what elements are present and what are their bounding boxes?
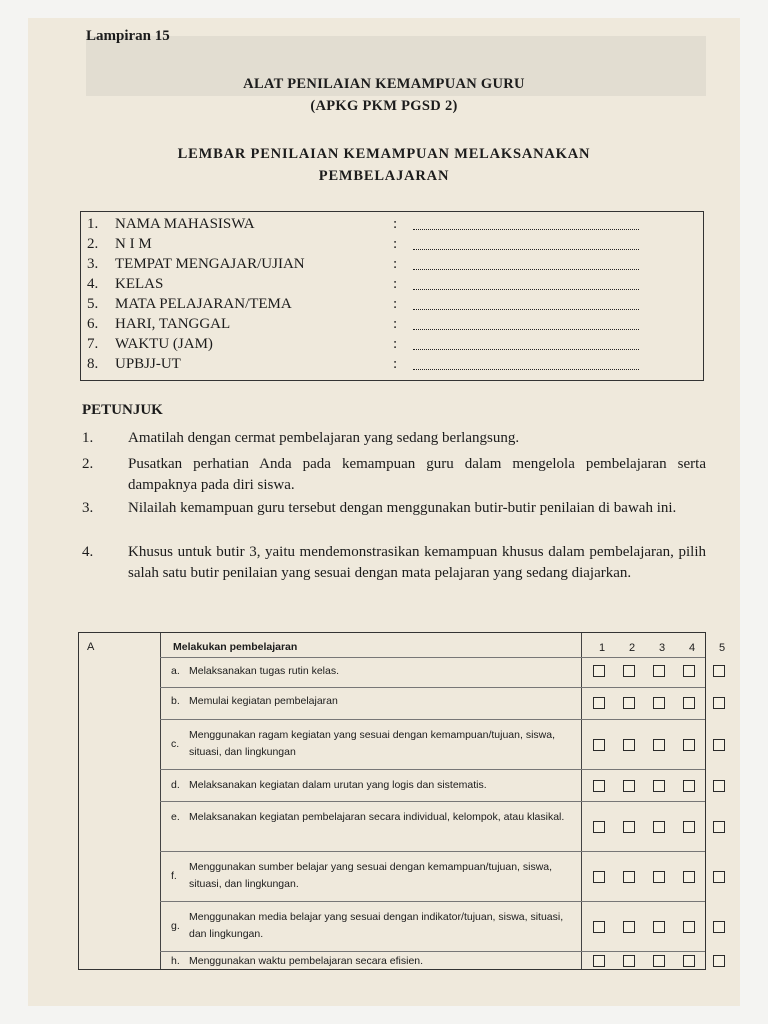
identity-label: N I M bbox=[115, 235, 152, 252]
rating-checkbox[interactable] bbox=[593, 697, 605, 709]
petunjuk-heading: PETUNJUK bbox=[82, 402, 163, 418]
assessment-table bbox=[78, 632, 726, 970]
instruction-item bbox=[82, 454, 706, 496]
identity-label: NAMA MAHASISWA bbox=[115, 215, 255, 232]
title-line-1: ALAT PENILAIAN KEMAMPUAN GURU bbox=[243, 76, 525, 92]
rating-checkbox[interactable] bbox=[623, 739, 635, 751]
rating-checkbox[interactable] bbox=[683, 921, 695, 933]
row-divider bbox=[160, 901, 705, 902]
row-divider bbox=[160, 719, 705, 720]
identity-fill-line[interactable] bbox=[413, 218, 639, 230]
identity-label: TEMPAT MENGAJAR/UJIAN bbox=[115, 255, 305, 272]
rating-checkbox[interactable] bbox=[683, 665, 695, 677]
rating-checkbox[interactable] bbox=[593, 739, 605, 751]
rating-checkbox[interactable] bbox=[593, 921, 605, 933]
assessment-item bbox=[171, 859, 571, 893]
identity-num: 7. bbox=[87, 335, 99, 352]
subtitle-line-2: PEMBELAJARAN bbox=[318, 168, 450, 184]
rating-checkbox[interactable] bbox=[713, 955, 725, 967]
identity-row bbox=[87, 354, 697, 374]
rating-checkbox[interactable] bbox=[593, 665, 605, 677]
item-text: Menggunakan waktu pembelajaran secara efisien. bbox=[189, 955, 424, 967]
instruction-text: Amatilah dengan cermat pembelajaran yang sedang berlangsung. bbox=[128, 430, 520, 446]
identity-colon: : bbox=[393, 235, 398, 252]
instruction-text: Pusatkan perhatian Anda pada kemampuan guru dalam mengelola pembelajaran serta dampaknya pada diri siswa. bbox=[128, 456, 706, 493]
identity-row bbox=[87, 294, 697, 314]
rating-checkbox[interactable] bbox=[653, 921, 665, 933]
instruction-num: 4. bbox=[82, 544, 94, 560]
rating-checkbox[interactable] bbox=[653, 821, 665, 833]
identity-row bbox=[87, 214, 697, 234]
assessment-item bbox=[171, 663, 571, 680]
item-letter: a. bbox=[171, 665, 180, 677]
instruction-text: Khusus untuk butir 3, yaitu mendemonstrasikan kemampuan khusus dalam pembelajaran, pilih salah satu butir penilaian yang sesuai dengan mata pelajaran yang sedang diajarkan. bbox=[128, 544, 706, 581]
rating-checkbox[interactable] bbox=[713, 871, 725, 883]
scale-label: 2 bbox=[628, 642, 636, 654]
item-letter: e. bbox=[171, 811, 180, 823]
item-letter: d. bbox=[171, 779, 180, 791]
rating-checkbox[interactable] bbox=[713, 921, 725, 933]
identity-row bbox=[87, 334, 697, 354]
rating-checkbox[interactable] bbox=[623, 780, 635, 792]
identity-fill-line[interactable] bbox=[413, 278, 639, 290]
identity-fill-line[interactable] bbox=[413, 358, 639, 370]
row-divider bbox=[160, 851, 705, 852]
identity-num: 3. bbox=[87, 255, 99, 272]
identity-num: 5. bbox=[87, 295, 99, 312]
rating-checkbox[interactable] bbox=[683, 871, 695, 883]
identity-colon: : bbox=[393, 335, 398, 352]
rating-checkbox[interactable] bbox=[683, 697, 695, 709]
rating-checkbox[interactable] bbox=[683, 780, 695, 792]
identity-row bbox=[87, 274, 697, 294]
rating-checkbox[interactable] bbox=[653, 665, 665, 677]
rating-checkbox[interactable] bbox=[593, 871, 605, 883]
scale-label: 5 bbox=[718, 642, 726, 654]
identity-num: 8. bbox=[87, 355, 99, 372]
item-text: Melaksanakan kegiatan dalam urutan yang logis dan sistematis. bbox=[189, 779, 487, 791]
instruction-item bbox=[82, 428, 706, 449]
rating-checkbox[interactable] bbox=[683, 739, 695, 751]
identity-colon: : bbox=[393, 355, 398, 372]
scale-label: 1 bbox=[598, 642, 606, 654]
rating-checkbox[interactable] bbox=[623, 921, 635, 933]
item-letter: c. bbox=[171, 737, 180, 750]
item-text: Menggunakan media belajar yang sesuai dengan indikator/tujuan, siswa, situasi, dan lingkungan. bbox=[189, 911, 564, 940]
assessment-item bbox=[171, 953, 571, 970]
row-divider bbox=[160, 951, 705, 952]
document-page bbox=[28, 18, 740, 1006]
assessment-item bbox=[171, 727, 571, 761]
identity-num: 6. bbox=[87, 315, 99, 332]
item-text: Melaksanakan tugas rutin kelas. bbox=[189, 665, 339, 677]
rating-checkbox[interactable] bbox=[593, 955, 605, 967]
rating-checkbox[interactable] bbox=[713, 821, 725, 833]
item-letter: b. bbox=[171, 695, 180, 707]
appendix-label: Lampiran 15 bbox=[86, 28, 170, 44]
identity-label: KELAS bbox=[115, 275, 164, 292]
assessment-item bbox=[171, 693, 571, 710]
identity-fill-line[interactable] bbox=[413, 338, 639, 350]
instruction-num: 2. bbox=[82, 456, 94, 472]
identity-fill-line[interactable] bbox=[413, 258, 639, 270]
identity-num: 1. bbox=[87, 215, 99, 232]
item-text: Melaksanakan kegiatan pembelajaran secara individual, kelompok, atau klasikal. bbox=[189, 811, 565, 823]
row-divider bbox=[160, 687, 705, 688]
identity-colon: : bbox=[393, 255, 398, 272]
identity-fill-line[interactable] bbox=[413, 318, 639, 330]
item-letter: g. bbox=[171, 919, 180, 932]
item-text: Menggunakan sumber belajar yang sesuai dengan kemampuan/tujuan, siswa, situasi, dan lingkungan. bbox=[189, 861, 553, 890]
assessment-item bbox=[171, 809, 571, 826]
identity-colon: : bbox=[393, 215, 398, 232]
scale-label: 3 bbox=[658, 642, 666, 654]
rating-checkbox[interactable] bbox=[623, 821, 635, 833]
identity-label: MATA PELAJARAN/TEMA bbox=[115, 295, 292, 312]
rating-checkbox[interactable] bbox=[593, 821, 605, 833]
rating-checkbox[interactable] bbox=[593, 780, 605, 792]
rating-checkbox[interactable] bbox=[713, 697, 725, 709]
item-letter: f. bbox=[171, 869, 177, 882]
identity-row bbox=[87, 314, 697, 334]
item-text: Menggunakan ragam kegiatan yang sesuai dengan kemampuan/tujuan, siswa, situasi, dan lingkungan bbox=[189, 729, 555, 758]
identity-row bbox=[87, 234, 697, 254]
identity-fill-line[interactable] bbox=[413, 298, 639, 310]
rating-checkbox[interactable] bbox=[653, 955, 665, 967]
row-divider bbox=[160, 769, 705, 770]
rating-checkbox[interactable] bbox=[713, 665, 725, 677]
rating-checkbox[interactable] bbox=[653, 739, 665, 751]
identity-colon: : bbox=[393, 315, 398, 332]
instruction-item bbox=[82, 542, 706, 584]
section-title: Melakukan pembelajaran bbox=[173, 641, 298, 653]
identity-box bbox=[80, 211, 704, 381]
rating-checkbox[interactable] bbox=[653, 871, 665, 883]
rating-checkbox[interactable] bbox=[683, 955, 695, 967]
rating-checkbox[interactable] bbox=[713, 739, 725, 751]
identity-label: UPBJJ-UT bbox=[115, 355, 181, 372]
instruction-text: Nilailah kemampuan guru tersebut dengan menggunakan butir-butir penilaian di bawah ini. bbox=[128, 500, 677, 516]
item-text: Memulai kegiatan pembelajaran bbox=[189, 695, 338, 707]
identity-label: HARI, TANGGAL bbox=[115, 315, 231, 332]
instruction-item bbox=[82, 498, 706, 519]
rating-checkbox[interactable] bbox=[713, 780, 725, 792]
identity-fill-line[interactable] bbox=[413, 238, 639, 250]
assessment-item bbox=[171, 909, 571, 943]
rating-checkbox[interactable] bbox=[623, 665, 635, 677]
identity-row bbox=[87, 254, 697, 274]
identity-num: 2. bbox=[87, 235, 99, 252]
identity-label: WAKTU (JAM) bbox=[115, 335, 213, 352]
title-line-2: (APKG PKM PGSD 2) bbox=[310, 98, 458, 114]
rating-checkbox[interactable] bbox=[683, 821, 695, 833]
subtitle-line-1: LEMBAR PENILAIAN KEMAMPUAN MELAKSANAKAN bbox=[177, 146, 591, 162]
rating-checkbox[interactable] bbox=[623, 871, 635, 883]
identity-colon: : bbox=[393, 275, 398, 292]
identity-num: 4. bbox=[87, 275, 99, 292]
rating-checkbox[interactable] bbox=[653, 697, 665, 709]
identity-colon: : bbox=[393, 295, 398, 312]
assessment-item bbox=[171, 777, 571, 794]
row-divider bbox=[160, 801, 705, 802]
section-letter: A bbox=[87, 641, 95, 653]
rating-checkbox[interactable] bbox=[623, 697, 635, 709]
rating-checkbox[interactable] bbox=[653, 780, 665, 792]
scale-label: 4 bbox=[688, 642, 696, 654]
row-divider bbox=[160, 657, 705, 658]
instruction-num: 3. bbox=[82, 500, 94, 516]
instruction-num: 1. bbox=[82, 430, 94, 446]
rating-checkbox[interactable] bbox=[623, 955, 635, 967]
item-letter: h. bbox=[171, 955, 180, 967]
